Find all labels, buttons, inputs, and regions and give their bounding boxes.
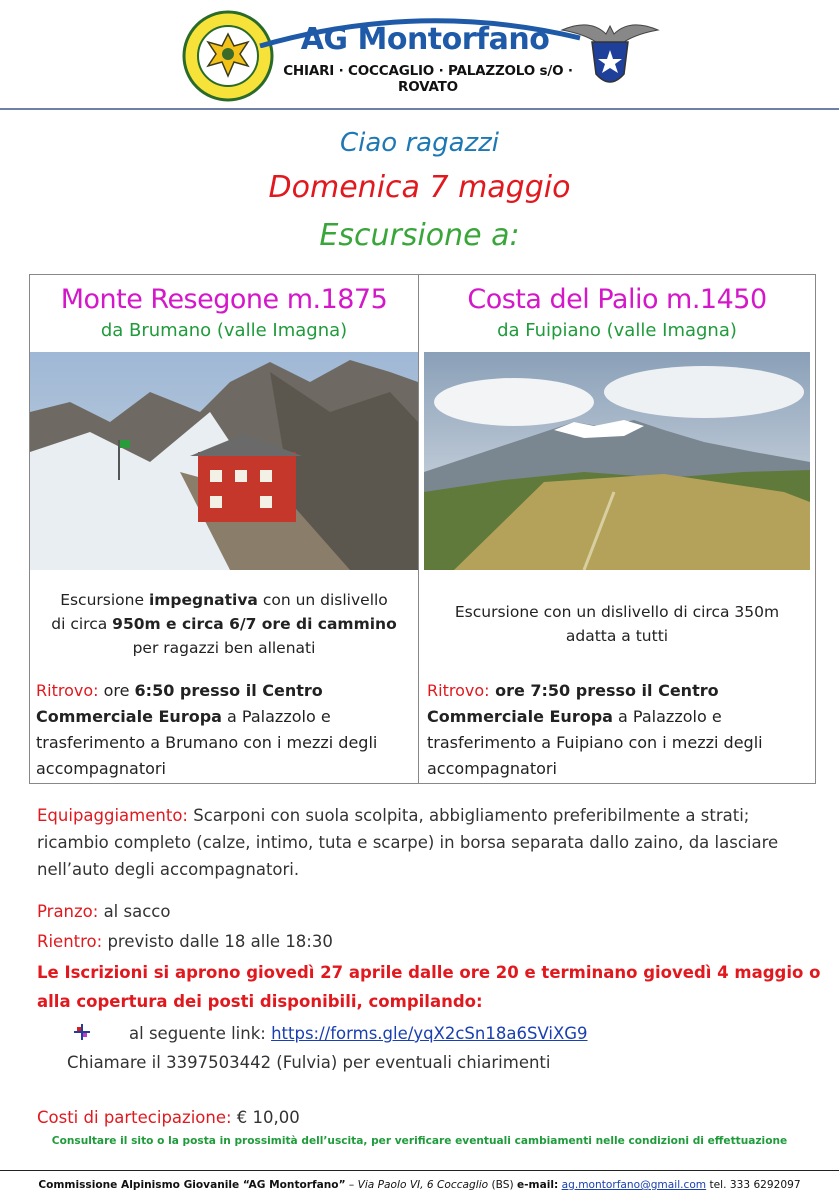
return-info: Rientro: previsto dalle 18 alle 18:30 bbox=[37, 932, 333, 951]
trip-from-resegone: da Brumano (valle Imagna) bbox=[100, 320, 348, 341]
footer-divider bbox=[0, 1170, 839, 1171]
equipment-info: Equipaggiamento: Scarponi con suola scolpita, abbigliamento preferibilmente a strati; ricambio completo (calze, intimo, tuta e scarpe) in borsa separata dallo zaino, da lasciare nell’auto degli accompagnatori. bbox=[37, 806, 779, 879]
trip-name-resegone: Monte Resegone m.1875 bbox=[60, 284, 388, 315]
header-title: AG Montorfano bbox=[300, 22, 550, 57]
footer-address: Via Paolo VI, 6 Coccaglio bbox=[357, 1179, 489, 1191]
header-towns: CHIARI · COCCAGLIO · PALAZZOLO s/O · ROVATO bbox=[283, 63, 573, 95]
footer-email-link[interactable]: ag.montorfano@gmail.com bbox=[561, 1179, 707, 1191]
trip-meeting-palio: Ritrovo: ore 7:50 presso il Centro Commerciale Europa a Palazzolo e trasferimento a Fuipiano con i mezzi degli accompagnatori bbox=[427, 681, 763, 778]
greeting-title: Ciao ragazzi bbox=[339, 128, 500, 158]
lunch-info: Pranzo: al sacco bbox=[37, 902, 171, 921]
form-link-line: al seguente link: https://forms.gle/yqX2cSn18a6SViXG9 bbox=[129, 1024, 588, 1043]
registration-info: Le Iscrizioni si aprono giovedì 27 aprile dalle ore 20 e terminano giovedì 4 maggio o alla copertura dei posti disponibili, compilando: bbox=[37, 963, 821, 1011]
table-divider bbox=[418, 274, 419, 784]
trip-desc-resegone: Escursione impegnativa con un dislivello di circa 950m e circa 6/7 ore di cammino per ragazzi ben allenati bbox=[51, 591, 397, 657]
trip-desc-palio: Escursione con un dislivello di circa 350m adatta a tutti bbox=[454, 603, 780, 645]
registration-form-link[interactable]: https://forms.gle/yqX2cSn18a6SViXG9 bbox=[271, 1024, 588, 1043]
bullet-cross-icon bbox=[73, 1023, 91, 1041]
cost-info: Costi di partecipazione: € 10,00 bbox=[37, 1108, 300, 1127]
trip-from-palio: da Fuipiano (valle Imagna) bbox=[497, 320, 737, 341]
trip-meeting-resegone: Ritrovo: ore 6:50 presso il Centro Commerciale Europa a Palazzolo e trasferimento a Brumano con i mezzi degli accompagnatori bbox=[36, 681, 378, 778]
page-footer: Commissione Alpinismo Giovanile “AG Montorfano” – Via Paolo VI, 6 Coccaglio (BS) e-mail: ag.montorfano@gmail.com tel. 333 6292097 bbox=[38, 1179, 801, 1191]
footer-org: Commissione Alpinismo Giovanile “AG Montorfano” bbox=[38, 1179, 346, 1191]
header-divider bbox=[0, 108, 839, 110]
costa-del-palio-photo bbox=[424, 352, 810, 570]
check-notice: Consultare il sito o la posta in prossimità dell’uscita, per verificare eventuali cambiamenti nelle condizioni di effettuazione bbox=[51, 1135, 788, 1147]
excursion-subtitle: Escursione a: bbox=[319, 218, 520, 253]
trip-name-palio: Costa del Palio m.1450 bbox=[467, 284, 767, 315]
footer-phone: tel. 333 6292097 bbox=[706, 1179, 801, 1191]
club-alpino-italiano-eagle-logo bbox=[560, 12, 660, 92]
date-title: Domenica 7 maggio bbox=[268, 170, 571, 205]
resegone-hut-photo bbox=[30, 352, 418, 570]
contact-phone-info: Chiamare il 3397503442 (Fulvia) per eventuali chiarimenti bbox=[67, 1053, 551, 1072]
page-header bbox=[0, 0, 839, 112]
